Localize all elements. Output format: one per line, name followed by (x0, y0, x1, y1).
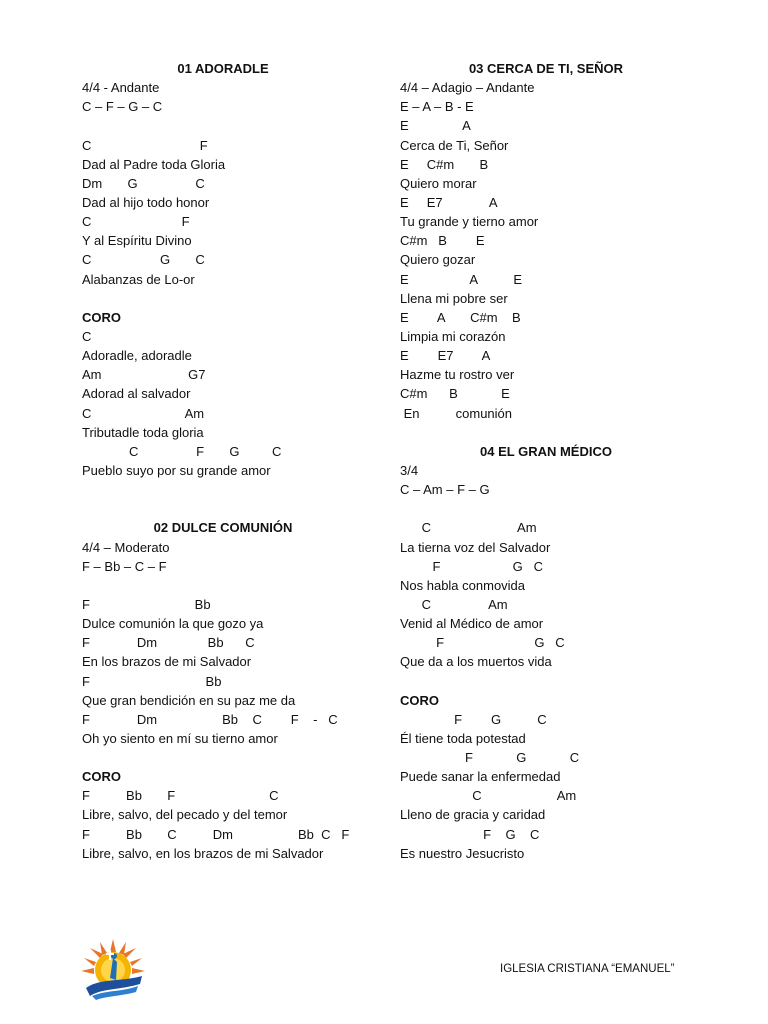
song-line: 4/4 – Moderato (82, 539, 170, 555)
chord-line: C Am (400, 596, 508, 612)
chord-line: C Am (400, 788, 577, 804)
chord-line: C G C (82, 252, 205, 268)
spacer (82, 480, 382, 499)
lyric-line: Y al Espíritu Divino (82, 233, 192, 249)
lyric-line: Oh yo siento en mí su tierno amor (82, 730, 278, 746)
song-line (400, 499, 700, 518)
chord-line: E A C#m B (400, 309, 521, 325)
chord-line: C (82, 328, 92, 344)
song-line: 4/4 - Andante (82, 80, 160, 96)
song-line: 3/4 (400, 462, 419, 478)
lyric-line: Lleno de gracia y caridad (400, 807, 546, 823)
lyric-line: Tu grande y tierno amor (400, 214, 539, 230)
chord-line: F G C (400, 750, 580, 766)
lyric-line: Tributadle toda gloria (82, 424, 204, 440)
lyric-line: Adorad al salvador (82, 386, 191, 402)
lyric-line: Quiero gozar (400, 252, 476, 268)
song-line (82, 748, 382, 767)
chord-line: F Bb (82, 673, 222, 689)
lyric-line: Dulce comunión la que gozo ya (82, 616, 264, 632)
lyric-line: Puede sanar la enfermedad (400, 769, 561, 785)
chord-line: F Bb C Dm Bb C F (82, 826, 350, 842)
chord-line: F G C (400, 558, 544, 574)
song-title: 02 DULCE COMUNIÓN (153, 520, 293, 536)
chord-line: F G C (400, 826, 540, 842)
lyric-line: Quiero morar (400, 175, 477, 191)
chord-line: F Dm Bb C F - C (82, 711, 338, 727)
song-line (82, 289, 382, 308)
lyric-line: Libre, salvo, del pecado y del temor (82, 807, 288, 823)
lyric-line: Él tiene toda potestad (400, 730, 526, 746)
church-logo-icon (80, 938, 146, 1004)
lyric-line: Alabanzas de Lo-or (82, 271, 195, 287)
lyric-line: En comunión (400, 405, 512, 421)
lyric-line: Nos habla conmovida (400, 577, 526, 593)
coro-heading: CORO (400, 692, 439, 708)
spacer (82, 499, 382, 518)
lyric-line: En los brazos de mi Salvador (82, 654, 252, 670)
lyric-line: Cerca de Ti, Señor (400, 137, 509, 153)
chord-line: E A (400, 118, 471, 134)
lyric-line: Venid al Médico de amor (400, 616, 544, 632)
song-line: C – Am – F – G (400, 482, 490, 498)
chord-line: E E7 A (400, 194, 498, 210)
chord-line: F Bb (82, 596, 211, 612)
chord-line: E A E (400, 271, 523, 287)
song-line (400, 672, 700, 691)
chord-line: F Bb F C (82, 788, 279, 804)
song-line (82, 116, 382, 135)
song-line: E – A – B - E (400, 99, 474, 115)
left-column (82, 59, 382, 863)
lyric-line: Que da a los muertos vida (400, 654, 552, 670)
spacer (400, 423, 700, 442)
coro-heading: CORO (82, 769, 121, 785)
song-line: C – F – G – C (82, 99, 163, 115)
chord-line: C Am (82, 405, 205, 421)
lyric-line: Que gran bendición en su paz me da (82, 692, 296, 708)
song-line: 4/4 – Adagio – Andante (400, 80, 535, 96)
lyric-line: Es nuestro Jesucristo (400, 845, 525, 861)
chord-line: F Dm Bb C (82, 635, 255, 651)
chord-line: E E7 A (400, 348, 491, 364)
song-line: F – Bb – C – F (82, 558, 167, 574)
lyric-line: Adoradle, adoradle (82, 348, 192, 364)
chord-line: E C#m B (400, 156, 489, 172)
chord-line: C F (82, 214, 190, 230)
song-title: 03 CERCA DE TI, SEÑOR (468, 61, 624, 76)
lyric-line: Limpia mi corazón (400, 328, 506, 344)
lyric-line: Llena mi pobre ser (400, 290, 508, 306)
chord-line: C#m B E (400, 386, 510, 402)
right-column (400, 59, 700, 863)
chord-line: F G C (400, 711, 547, 727)
lyric-line: Dad al hijo todo honor (82, 194, 210, 210)
lyric-line: Libre, salvo, en los brazos de mi Salvador (82, 845, 324, 861)
lyric-line: Hazme tu rostro ver (400, 367, 515, 383)
lyric-line: La tierna voz del Salvador (400, 539, 551, 555)
logo-graphic (80, 938, 146, 1004)
lyric-line: Pueblo suyo por su grande amor (82, 462, 271, 478)
chord-line: F G C (400, 635, 565, 651)
song-title: 04 EL GRAN MÉDICO (480, 443, 612, 459)
chord-line: C F (82, 137, 208, 153)
chord-line: C F G C (82, 443, 282, 459)
chord-line: Am G7 (82, 367, 206, 383)
chord-line: C Am (400, 520, 537, 536)
chord-line: C#m B E (400, 233, 485, 249)
coro-heading: CORO (82, 309, 121, 325)
lyric-line: Dad al Padre toda Gloria (82, 156, 226, 172)
church-name: IGLESIA CRISTIANA “EMANUEL” (500, 963, 675, 975)
song-title: 01 ADORADLE (177, 61, 269, 76)
chord-line: Dm G C (82, 175, 205, 191)
song-line (82, 576, 382, 595)
